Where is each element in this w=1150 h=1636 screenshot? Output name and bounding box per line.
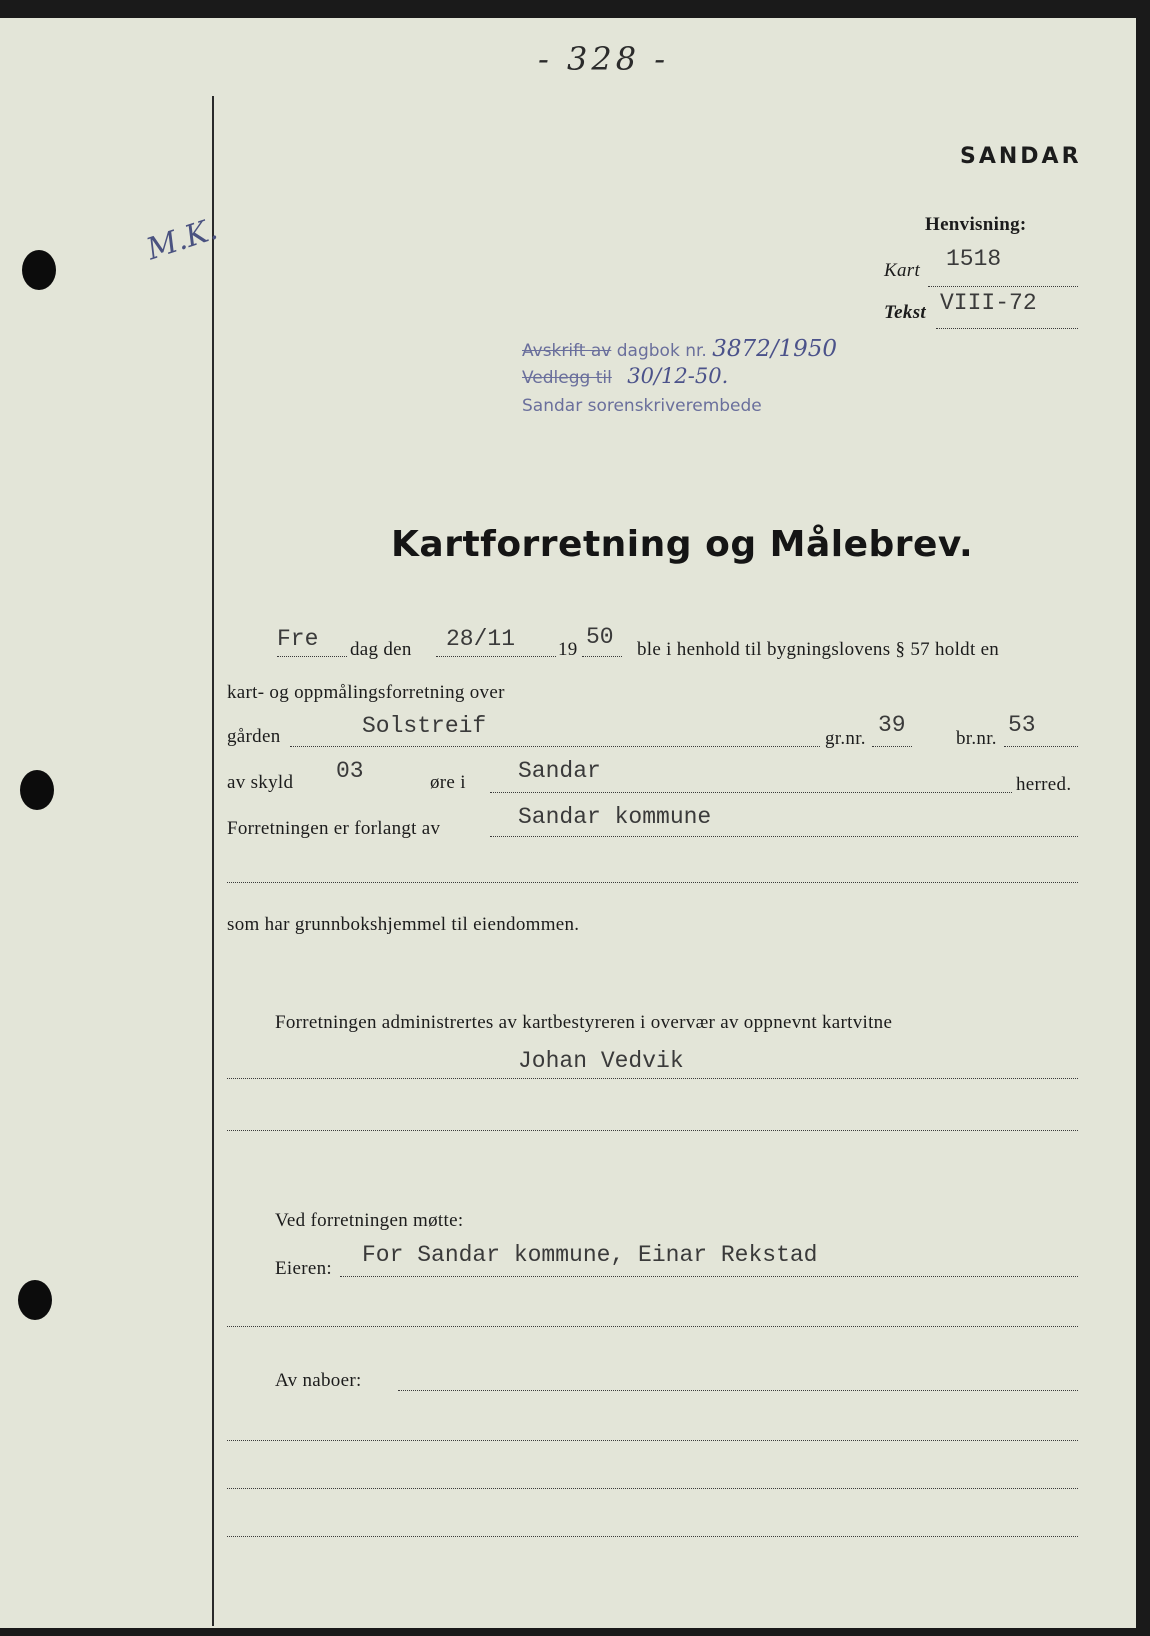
- witness-name: Johan Vedvik: [518, 1048, 684, 1074]
- neighbours-line: [398, 1390, 1078, 1391]
- witness-line: [227, 1078, 1078, 1079]
- blank-line: [227, 1440, 1078, 1441]
- reference-heading: Henvisning:: [925, 214, 1027, 235]
- blank-line: [227, 1536, 1078, 1537]
- intro-line-2: kart- og oppmålingsforretning over: [227, 682, 505, 703]
- grnr-label: gr.nr.: [825, 728, 866, 749]
- herred-label: herred.: [1016, 774, 1072, 795]
- punch-hole: [20, 770, 54, 810]
- tekst-value: VIII-72: [940, 290, 1037, 316]
- kart-label: Kart: [884, 260, 921, 281]
- stamp-struck-text: Avskrift av: [522, 341, 612, 361]
- requested-value: Sandar kommune: [518, 804, 712, 830]
- stamp-struck-text: Vedlegg til: [522, 368, 612, 388]
- weekday-line: [277, 656, 347, 657]
- year-suffix: 50: [586, 624, 614, 650]
- page-number: - 328 -: [538, 40, 670, 78]
- document-title: Kartforretning og Målebrev.: [391, 524, 974, 565]
- stamp-dagbok-label: dagbok nr.: [616, 341, 707, 361]
- tekst-line: [936, 328, 1078, 329]
- stamp-line-2: [522, 364, 728, 388]
- punch-hole: [22, 250, 56, 290]
- stamp-line-3: Sandar sorenskriverembede: [522, 396, 762, 416]
- date-value: 28/11: [446, 626, 516, 652]
- owner-line: [340, 1276, 1078, 1277]
- weekday-value: Fre: [277, 626, 319, 652]
- owner-value: For Sandar kommune, Einar Rekstad: [362, 1242, 818, 1268]
- punch-hole: [18, 1280, 52, 1320]
- brnr-line: [1004, 746, 1078, 747]
- margin-rule: [212, 96, 214, 1626]
- stamp-line-1: [522, 336, 837, 362]
- attendees-heading: Ved forretningen møtte:: [275, 1210, 464, 1231]
- district-name: SANDAR: [960, 144, 1082, 169]
- stamp-dagbok-number: 3872/1950: [712, 336, 838, 362]
- municipality-value: Sandar: [518, 758, 601, 784]
- farm-line: [290, 746, 820, 747]
- tax-label: av skyld: [227, 772, 294, 793]
- administered-text: Forretningen administrertes av kartbestyreren i overvær av oppnevnt kartvitne: [275, 1012, 893, 1033]
- owner-label: Eieren:: [275, 1258, 332, 1279]
- kart-line: [928, 286, 1078, 287]
- neighbours-label: Av naboer:: [275, 1370, 362, 1391]
- tekst-label: Tekst: [884, 302, 926, 323]
- dag-den-label: dag den: [350, 639, 412, 660]
- brnr-label: br.nr.: [956, 728, 997, 749]
- municipality-line: [490, 792, 1012, 793]
- intro-text: ble i henhold til bygningslovens § 57 holdt en: [637, 639, 1000, 660]
- kart-value: 1518: [946, 246, 1002, 272]
- year-line: [582, 656, 622, 657]
- ore-label: øre i: [430, 772, 466, 793]
- stamp-date: 30/12-50.: [627, 364, 729, 388]
- year-prefix: 19: [558, 639, 578, 660]
- brnr-value: 53: [1008, 712, 1036, 738]
- date-line: [436, 656, 556, 657]
- blank-line: [227, 882, 1078, 883]
- blank-line: [227, 1326, 1078, 1327]
- blank-line: [227, 1488, 1078, 1489]
- farm-name: Solstreif: [362, 713, 487, 739]
- requested-label: Forretningen er forlangt av: [227, 818, 441, 839]
- farm-label: gården: [227, 726, 281, 747]
- grnr-value: 39: [878, 712, 906, 738]
- tax-value: 03: [336, 758, 364, 784]
- margin-initials: M.K.: [142, 211, 222, 268]
- requested-line: [490, 836, 1078, 837]
- blank-line: [227, 1130, 1078, 1131]
- grnr-line: [872, 746, 912, 747]
- grunnbok-text: som har grunnbokshjemmel til eiendommen.: [227, 914, 580, 935]
- document-page: [0, 18, 1136, 1628]
